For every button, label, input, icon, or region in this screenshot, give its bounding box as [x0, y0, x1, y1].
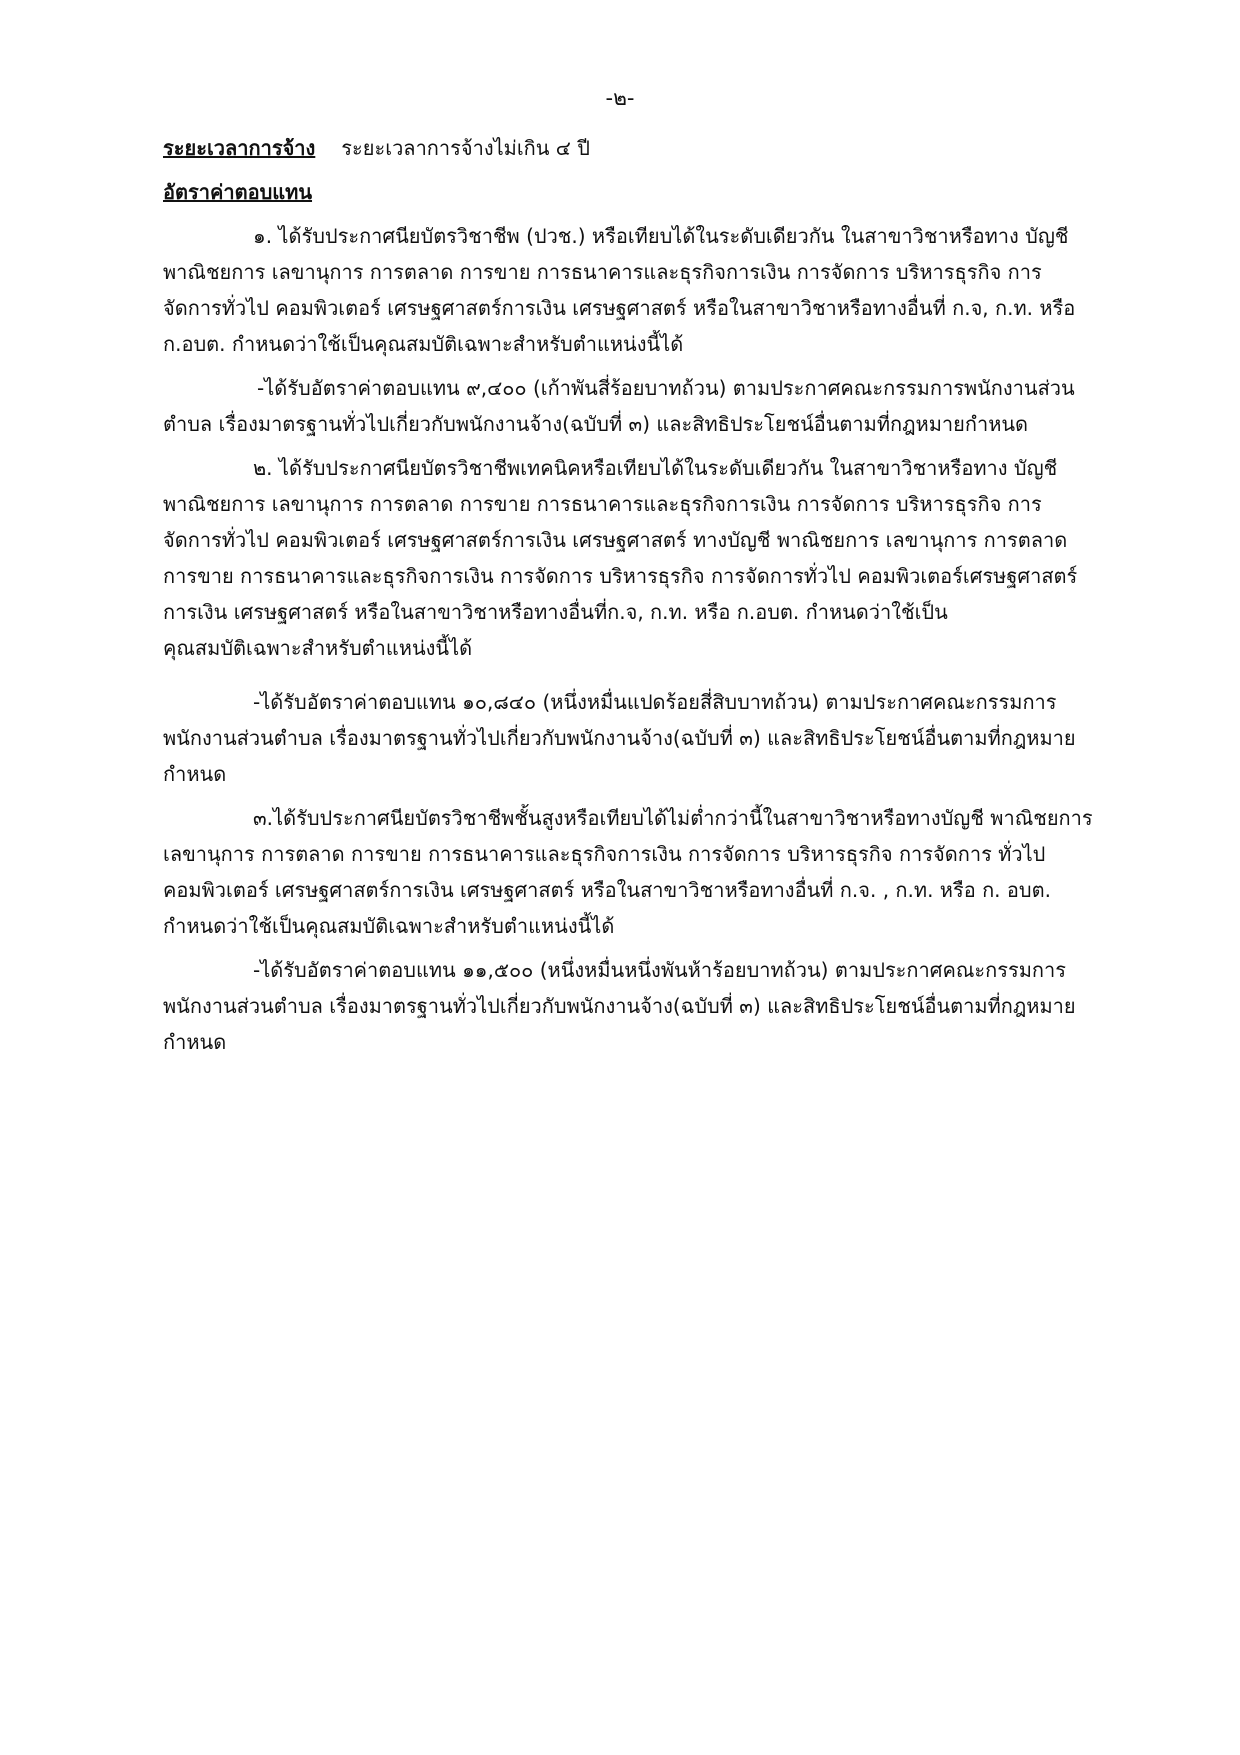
qualification-paragraph-2 [163, 450, 1103, 666]
text-line: ๓.ได้รับประกาศนียบัตรวิชาชีพชั้นสูงหรือเทียบได้ไม่ต่ำกว่านี้ในสาขาวิชาหรือทางบัญชี พาณิชยการ [253, 806, 1093, 830]
text-line: -ได้รับอัตราค่าตอบแทน ๑๐,๘๔๐ (หนึ่งหมื่นแปดร้อยสี่สิบบาทถ้วน) ตามประกาศคณะกรรมการ [253, 690, 1057, 714]
text-line: พาณิชยการ เลขานุการ การตลาด การขาย การธนาคารและธุรกิจการเงิน การจัดการ บริหารธุรกิจ การ [163, 492, 1042, 516]
rate-paragraph-3 [163, 952, 1103, 1060]
text-line: เลขานุการ การตลาด การขาย การธนาคารและธุรกิจการเงิน การจัดการ บริหารธุรกิจ การจัดการ ทั่วไป [163, 842, 1046, 866]
qualification-paragraph-1 [163, 218, 1103, 362]
duration-text: ระยะเวลาการจ้างไม่เกิน ๔ ปี [341, 136, 590, 160]
text-line: พนักงานส่วนตำบล เรื่องมาตรฐานทั่วไปเกี่ยวกับพนักงานจ้าง(ฉบับที่ ๓) และสิทธิประโยชน์อื่นตามที่กฎหมาย [163, 726, 1076, 750]
compensation-heading-line [163, 174, 1103, 210]
text-line: ๒. ได้รับประกาศนียบัตรวิชาชีพเทคนิคหรือเทียบได้ในระดับเดียวกัน ในสาขาวิชาหรือทาง บัญชี [253, 456, 1058, 480]
text-line: ก.อบต. กำหนดว่าใช้เป็นคุณสมบัติเฉพาะสำหรับตำแหน่งนี้ได้ [163, 332, 684, 356]
text-line: การเงิน เศรษฐศาสตร์ หรือในสาขาวิชาหรือทางอื่นที่ก.จ, ก.ท. หรือ ก.อบต. กำหนดว่าใช้เป็น [163, 600, 948, 624]
text-line: คุณสมบัติเฉพาะสำหรับตำแหน่งนี้ได้ [163, 636, 473, 660]
text-line: พาณิชยการ เลขานุการ การตลาด การขาย การธนาคารและธุรกิจการเงิน การจัดการ บริหารธุรกิจ การ [163, 260, 1042, 284]
rate-paragraph-2 [163, 684, 1103, 792]
text-line: คอมพิวเตอร์ เศรษฐศาสตร์การเงิน เศรษฐศาสตร์ หรือในสาขาวิชาหรือทางอื่นที่ ก.จ. , ก.ท. หรือ ก. อบต. [163, 878, 1051, 902]
document-body [163, 130, 1103, 1068]
text-line: กำหนด [163, 1030, 227, 1054]
rate-paragraph-1 [163, 370, 1103, 442]
text-line: -ได้รับอัตราค่าตอบแทน ๑๑,๕๐๐ (หนึ่งหมื่นหนึ่งพันห้าร้อยบาทถ้วน) ตามประกาศคณะกรรมการ [253, 958, 1066, 982]
qualification-paragraph-3 [163, 800, 1103, 944]
duration-heading: ระยะเวลาการจ้าง [163, 136, 316, 160]
text-line: จัดการทั่วไป คอมพิวเตอร์ เศรษฐศาสตร์การเงิน เศรษฐศาสตร์ ทางบัญชี พาณิชยการ เลขานุการ การตลาด [163, 528, 1068, 552]
text-line: พนักงานส่วนตำบล เรื่องมาตรฐานทั่วไปเกี่ยวกับพนักงานจ้าง(ฉบับที่ ๓) และสิทธิประโยชน์อื่นตามที่กฎหมาย [163, 994, 1076, 1018]
text-line: ตำบล เรื่องมาตรฐานทั่วไปเกี่ยวกับพนักงานจ้าง(ฉบับที่ ๓) และสิทธิประโยชน์อื่นตามที่กฎหมายกำหนด [163, 412, 1029, 436]
text-line: กำหนดว่าใช้เป็นคุณสมบัติเฉพาะสำหรับตำแหน่งนี้ได้ [163, 914, 615, 938]
text-line: ๑. ได้รับประกาศนียบัตรวิชาชีพ (ปวช.) หรือเทียบได้ในระดับเดียวกัน ในสาขาวิชาหรือทาง บัญชี [253, 224, 1069, 248]
text-line: กำหนด [163, 762, 227, 786]
duration-section [163, 130, 1103, 166]
text-line: จัดการทั่วไป คอมพิวเตอร์ เศรษฐศาสตร์การเงิน เศรษฐศาสตร์ หรือในสาขาวิชาหรือทางอื่นที่ ก.จ, ก.ท. หรือ [163, 296, 1076, 320]
compensation-heading: อัตราค่าตอบแทน [163, 180, 313, 204]
text-line: การขาย การธนาคารและธุรกิจการเงิน การจัดการ บริหารธุรกิจ การจัดการทั่วไป คอมพิวเตอร์เศรษฐศาสตร์ [163, 564, 1078, 588]
page-number: -๒- [605, 86, 635, 110]
text-line: -ได้รับอัตราค่าตอบแทน ๙,๔๐๐ (เก้าพันสี่ร้อยบาทถ้วน) ตามประกาศคณะกรรมการพนักงานส่วน [257, 376, 1075, 400]
